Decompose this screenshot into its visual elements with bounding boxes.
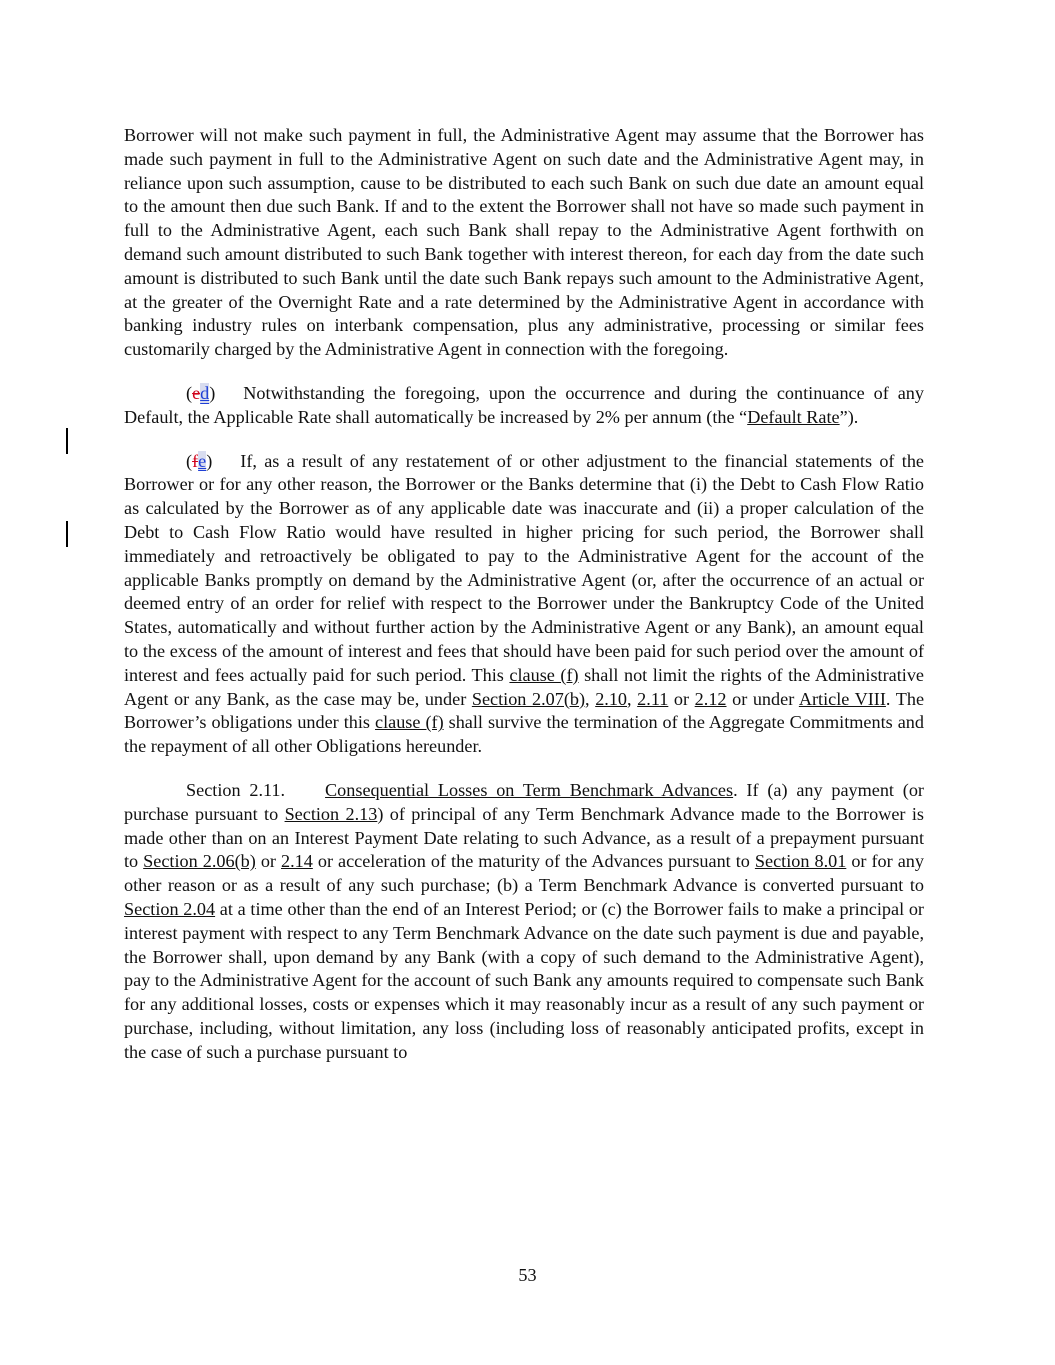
cross-reference-2-11: 2.11 bbox=[637, 688, 669, 709]
cross-reference-section-2-07b: Section 2.07(b) bbox=[471, 688, 586, 709]
paragraph-d: (ed) Notwithstanding the foregoing, upon the occurrence and during the continuance of any Default, the Applicable Rate shall automatically be increased by 2% per annum (the “Default Rate”). bbox=[124, 382, 924, 427]
document-page bbox=[124, 124, 924, 1084]
paragraph-d-label: (ed) bbox=[186, 382, 216, 403]
paragraph-e-label: (fe) bbox=[186, 450, 213, 471]
defined-term-default-rate: Default Rate bbox=[747, 406, 840, 427]
cross-reference-2-14: 2.14 bbox=[281, 851, 313, 872]
cross-reference-2-10: 2.10 bbox=[595, 688, 628, 709]
paragraph-e: (fe) If, as a result of any restatement of or other adjustment to the financial statements of the Borrower or for any other reason, the Borrower or the Banks determine that (i) the Debt to Cash Flow Ratio as calculated by the Borrower as of any applicable date was inaccurate and (ii) a proper calculation of the Debt to Cash Flow Ratio would have resulted in higher pricing for such period, the Borrower shall immediately and retroactively be obligated to pay to the Administrative Agent for the account of the applicable Banks promptly on demand by the Administrative Agent (or, after the occurrence of an actual or deemed entry of an order for relief with respect to the Borrower under the Bankruptcy Code of the United States, automatically and without further action by the Administrative Agent or any Bank), an amount equal to the excess of the amount of interest and fees that should have been paid for such period over the amount of interest and fees actually paid for such period. This clause (f) shall not limit the rights of the Administrative Agent or any Bank, as the case may be, under Section 2.07(b), 2.10, 2.11 or 2.12 or under Article VIII. The Borrower’s obligations under this clause (f) shall survive the termination of the Aggregate Commitments and the repayment of all other Obligations hereunder. bbox=[124, 450, 925, 757]
cross-reference-section-2-04: Section 2.04 bbox=[124, 898, 216, 919]
section-number: Section 2.11. bbox=[186, 779, 286, 800]
cross-reference-clause-f: clause (f) bbox=[509, 664, 579, 685]
cross-reference-2-12: 2.12 bbox=[694, 688, 727, 709]
paragraph-continued bbox=[124, 124, 924, 362]
paragraph-continued-text: Borrower will not make such payment in full, the Administrative Agent may assume that the Borrower has made such payment in full to the Administrative Agent on such date and the Administrative Agent may, in reliance upon such assumption, cause to be distributed to each such Bank on such due date an amount equal to the amount then due such Bank. If and to the extent the Borrower shall not have so made such payment in full to the Administrative Agent, each such Bank shall repay to the Administrative Agent forthwith on demand such amount distributed to such Bank together with interest thereon, for each day from the date such amount is distributed to such Bank until the date such Bank repays such amount to the Administrative Agent, at the greater of the Overnight Rate and a rate determined by the Administrative Agent in accordance with banking industry rules on interbank compensation, plus any administrative, processing or similar fees customarily charged by the Administrative Agent in connection with the foregoing. bbox=[124, 125, 924, 360]
deleted-label-letter: e bbox=[192, 382, 201, 403]
section-2-11: Section 2.11. Consequential Losses on Term Benchmark Advances. If (a) any payment (or purchase pursuant to Section 2.13) of principal of any Term Benchmark Advance made to the Borrower is made other than on an Interest Payment Date relating to such Advance, as a result of a prepayment pursuant to Section 2.06(b) or 2.14 or acceleration of the maturity of the Advances pursuant to Section 8.01 or for any other reason or as a result of any such purchase; (b) a Term Benchmark Advance is converted pursuant to Section 2.04 at a time other than the end of an Interest Period; or (c) the Borrower fails to make a principal or interest payment with respect to any Term Benchmark Advance on the date such payment is due and payable, the Borrower shall, upon demand by any Bank (with a copy of such demand to the Administrative Agent), pay to the Administrative Agent for the account of such Bank any amounts required to compensate such Bank for any additional losses, costs or expenses which it may reasonably incur as a result of any such payment or purchase, including, without limitation, any loss (including loss of reasonably anticipated profits, except in the case of such a purchase pursuant to bbox=[124, 779, 924, 1062]
cross-reference-clause-f: clause (f) bbox=[375, 712, 444, 733]
cross-reference-section-2-13: Section 2.13 bbox=[284, 803, 378, 824]
deleted-label-letter: f bbox=[192, 450, 199, 471]
change-bar-paragraph-d bbox=[66, 428, 68, 454]
page-number: 53 bbox=[518, 1265, 537, 1285]
cross-reference-section-8-01: Section 8.01 bbox=[754, 851, 847, 872]
cross-reference-section-2-06b: Section 2.06(b) bbox=[143, 851, 256, 872]
paragraph-d-text: Notwithstanding the foregoing, upon the occurrence and during the continuance of any Default, the Applicable Rate shall automatically be increased by 2% per annum (the “ bbox=[124, 382, 924, 427]
change-bar-paragraph-e bbox=[66, 521, 68, 547]
paragraph-e-text: If, as a result of any restatement of or other adjustment to the financial statements of the Borrower or for any other reason, the Borrower or the Banks determine that (i) the Debt to Cash Flow Ratio as calculated by the Borrower as of any applicable date was inaccurate and (ii) a proper calculation of the Debt to Cash Flow Ratio would have resulted in higher pricing for such period, the Borrower shall immediately and retroactively be obligated to pay to the Administrative Agent for the account of the applicable Banks promptly on demand by the Administrative Agent (or, after the occurrence of an actual or deemed entry of an order for relief with respect to the Borrower under the Bankruptcy Code of the United States, automatically and without further action by the Administrative Agent or any Bank), an amount equal to the excess of the amount of interest and fees that should have been paid for such period over the amount of interest and fees actually paid for such period. This bbox=[124, 450, 924, 685]
cross-reference-article-viii: Article VIII bbox=[798, 688, 886, 709]
inserted-label-letter: d bbox=[200, 382, 210, 403]
section-heading: Consequential Losses on Term Benchmark Advances bbox=[325, 779, 734, 800]
inserted-label-letter: e bbox=[198, 450, 207, 471]
